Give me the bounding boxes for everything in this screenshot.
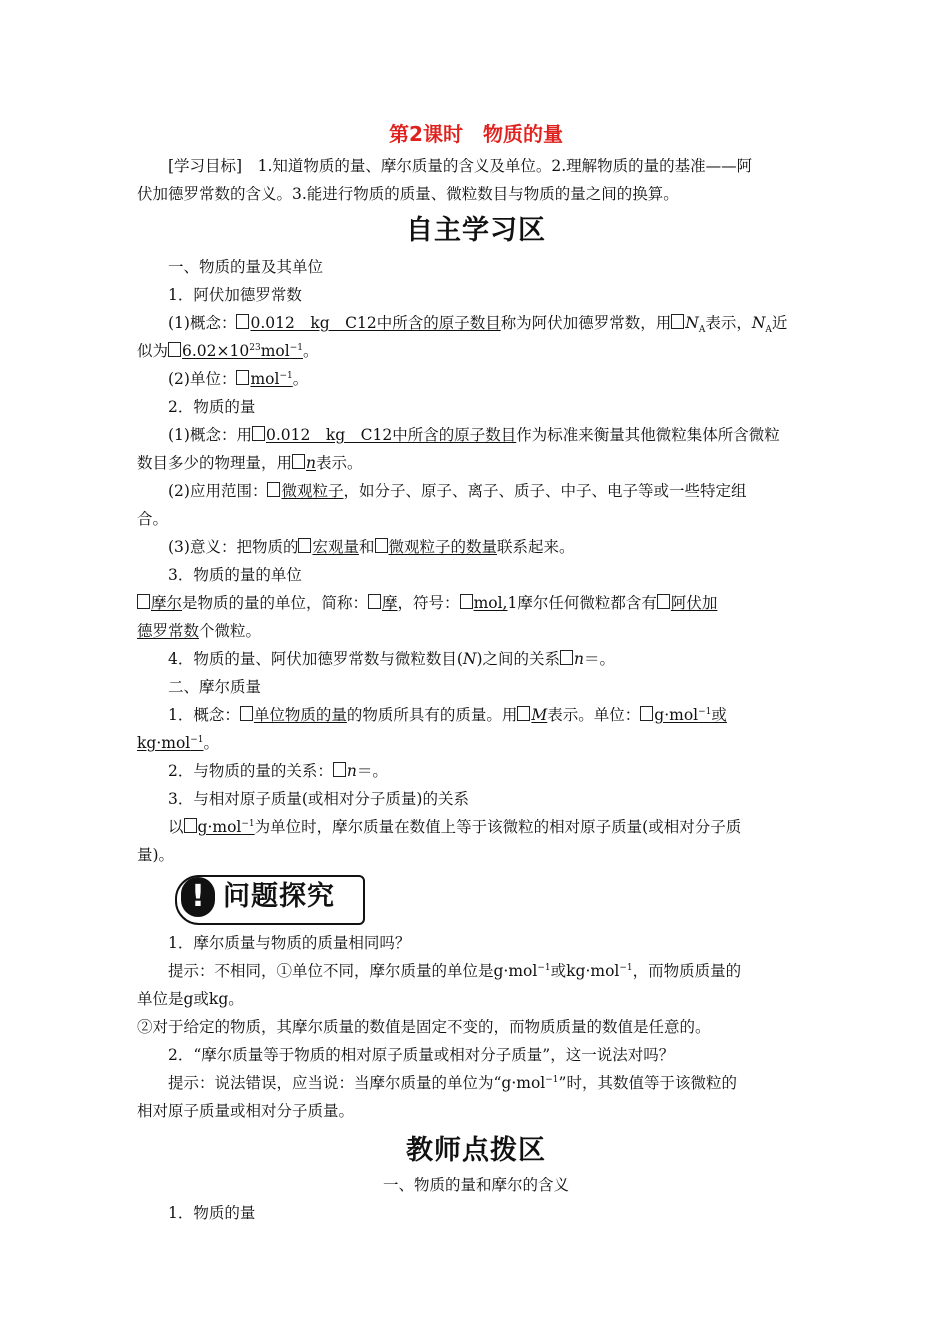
relation-line: 4．物质的量、阿伏加德罗常数与微粒数目(N)之间的关系 n＝。 xyxy=(168,650,616,668)
heading-2: 二、摩尔质量 xyxy=(168,678,262,696)
blank-box-icon xyxy=(671,314,684,329)
amount-concept-line-2: 数目多少的物理量，用 n表示。 xyxy=(137,454,363,472)
blank-box-icon xyxy=(657,594,670,609)
objectives-line-1: [学习目标] 1.知道物质的量、摩尔质量的含义及单位。2.理解物质的量的基准——阿 xyxy=(168,157,753,175)
heading-1-2: 2．物质的量 xyxy=(168,398,256,416)
answer-1-line-2: 单位是g或kg。 xyxy=(137,990,244,1008)
blank-box-icon xyxy=(460,594,473,609)
lesson-title: 第2课时 物质的量 xyxy=(389,122,563,146)
heading-1-3: 3．物质的量的单位 xyxy=(168,566,302,584)
heading-1-1: 1．阿伏加德罗常数 xyxy=(168,286,302,304)
blank-box-icon xyxy=(292,454,305,469)
molar-mass-relation: 2．与物质的量的关系： n＝。 xyxy=(168,762,388,780)
teacher-subtitle: 一、物质的量和摩尔的含义 xyxy=(382,1176,569,1194)
avogadro-concept-line-1: (1)概念： 0.012 kg C12中所含的原子数目称为阿伏加德罗常数，用 $N_A$表示，$N_A$近 xyxy=(168,314,788,336)
molar-mass-value-line-1: 以 g·mol$^{-1}$为单位时，摩尔质量在数值上等于该微粒的相对原子质量(或相对分子质 xyxy=(168,818,742,836)
avogadro-unit: (2)单位： mol$^{-1}$。 xyxy=(168,370,309,388)
document-page xyxy=(137,118,815,1227)
objectives-line-2: 伏加德罗常数的含义。3.能进行物质的质量、微粒数目与物质的量之间的换算。 xyxy=(137,185,679,203)
molar-mass-concept-line-2: kg·mol$^{-1}$。 xyxy=(137,734,220,752)
blank-box-icon xyxy=(640,706,653,721)
inquiry-title: 问题探究 xyxy=(223,881,335,912)
blank-box-icon xyxy=(298,538,311,553)
answer-1-line-1: 提示：不相同，①单位不同，摩尔质量的单位是g·mol$^{-1}$或kg·mol$^{-1}$，而物质质量的 xyxy=(168,962,742,980)
exclamation-icon: ! xyxy=(181,877,215,917)
section-title-self-study: 自主学习区 xyxy=(406,215,546,246)
answer-1-line-3: ②对于给定的物质，其摩尔质量的数值是固定不变的，而物质质量的数值是任意的。 xyxy=(137,1018,711,1036)
meaning-line: (3)意义：把物质的 宏观量和 微观粒子的数量联系起来。 xyxy=(168,538,575,556)
blank-box-icon xyxy=(375,538,388,553)
answer-2-line-1: 提示：说法错误，应当说：当摩尔质量的单位为“g·mol$^{-1}$”时，其数值等于该微粒的 xyxy=(168,1074,737,1092)
question-2: 2．“摩尔质量等于物质的相对原子质量或相对分子质量”，这一说法对吗？ xyxy=(168,1046,675,1064)
blank-box-icon xyxy=(267,482,280,497)
mole-line-1: 摩尔是物质的量的单位，简称： 摩，符号： mol,1摩尔任何微粒都含有 阿伏加 xyxy=(137,589,815,617)
avogadro-concept-line-2: 似为 $6.02\times 10^{23}mol^{-1}$。 xyxy=(137,342,319,360)
blank-box-icon xyxy=(368,594,381,609)
blank-box-icon xyxy=(184,818,197,833)
teacher-item-1: 1．物质的量 xyxy=(168,1204,256,1222)
blank-box-icon xyxy=(560,650,573,665)
blank-box-icon xyxy=(333,762,346,777)
amount-concept-line-1: (1)概念：用 0.012 kg C12中所含的原子数目作为标准来衡量其他微粒集体所含微粒 xyxy=(168,426,780,444)
section-title-teacher: 教师点拨区 xyxy=(406,1135,546,1166)
blank-box-icon xyxy=(168,342,181,357)
blank-box-icon xyxy=(240,706,253,721)
blank-box-icon xyxy=(252,426,265,441)
inquiry-banner xyxy=(175,873,815,927)
molar-mass-heading-3: 3．与相对原子质量(或相对分子质量)的关系 xyxy=(168,790,469,808)
scope-line-1: (2)应用范围： 微观粒子，如分子、原子、离子、质子、中子、电子等或一些特定组 xyxy=(168,482,747,500)
molar-mass-concept-line-1: 1．概念： 单位物质的量的物质所具有的质量。用 M表示。单位： g·mol$^{-1}$或 xyxy=(168,706,727,724)
heading-1: 一、物质的量及其单位 xyxy=(168,258,324,276)
scope-line-2: 合。 xyxy=(137,510,169,528)
blank-box-icon xyxy=(137,594,150,609)
answer-2-line-2: 相对原子质量或相对分子质量。 xyxy=(137,1102,355,1120)
mole-line-2: 德罗常数个微粒。 xyxy=(137,622,262,640)
blank-box-icon xyxy=(517,706,530,721)
blank-box-icon xyxy=(236,314,249,329)
question-1: 1．摩尔质量与物质的质量相同吗？ xyxy=(168,934,411,952)
blank-box-icon xyxy=(236,370,249,385)
molar-mass-value-line-2: 量)。 xyxy=(137,846,175,864)
